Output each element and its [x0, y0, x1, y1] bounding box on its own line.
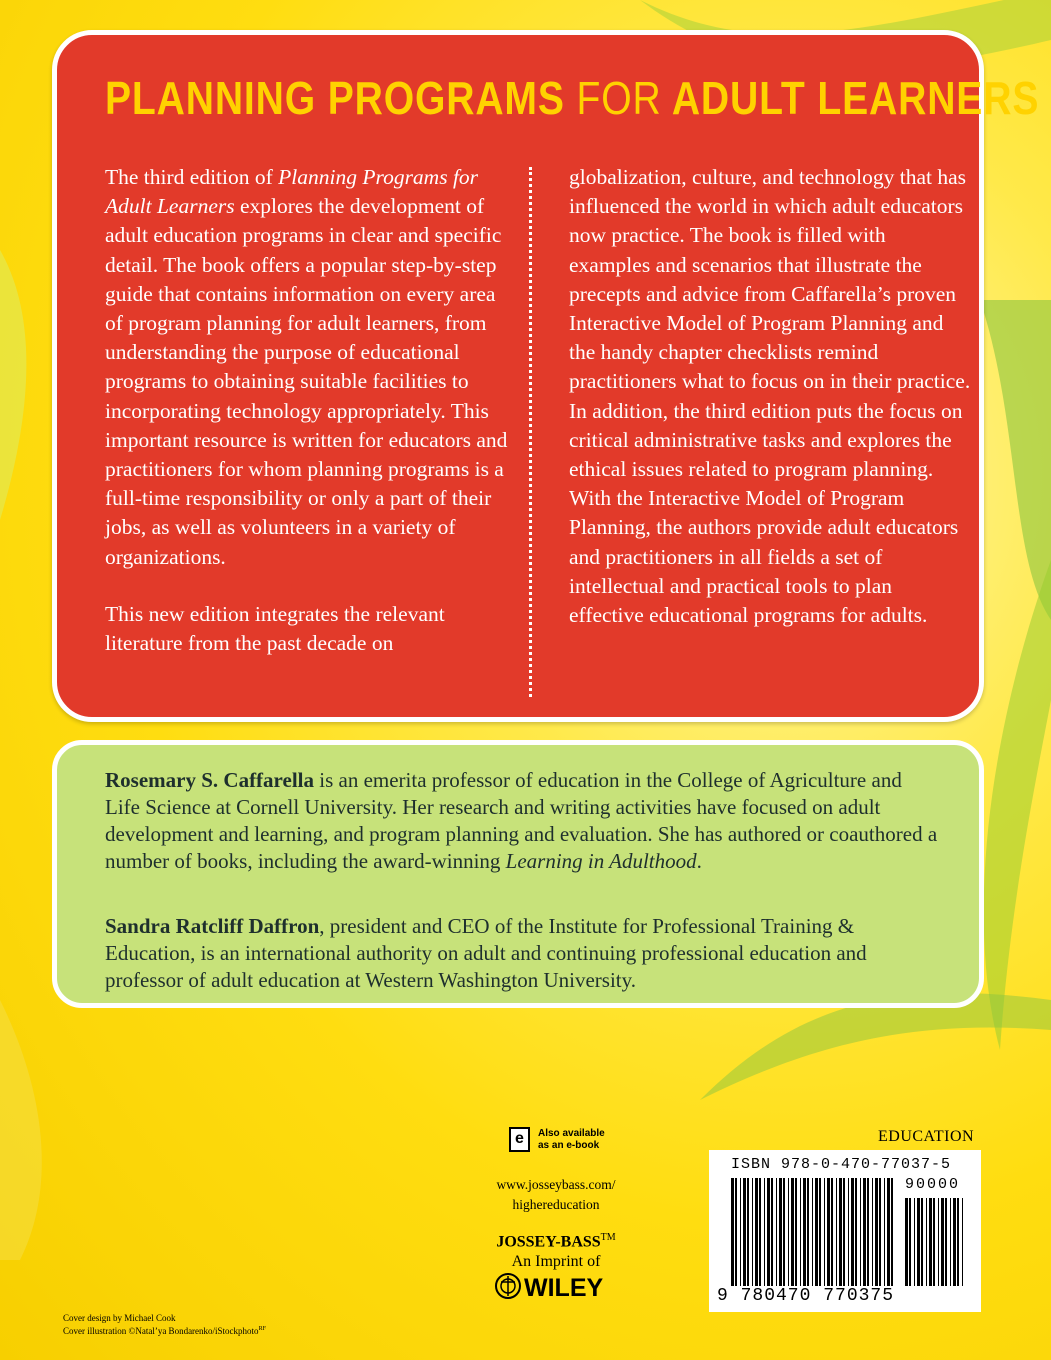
description-paragraph-1: The third edition of Planning Programs for Adult Learners explores the development of adult education programs in clear and specific detail. The book offers a popular step-by-step guide that contains information on every area of program planning for adult learners, from understanding the purpose of educational programs to obtaining suitable facilities to incorporating technology appropriately. This important resource is written for educators and practitioners for whom planning programs is a full-time responsibility or only a part of their jobs, as well as volunteers in a variety of organizations.	[105, 165, 508, 569]
authors-panel	[52, 740, 984, 1008]
barcode-number: 9 780470 770375	[717, 1286, 895, 1306]
description-paragraph-2: This new edition integrates the relevant literature from the past decade on	[105, 601, 445, 656]
column-divider	[529, 167, 532, 697]
title-part-planning-programs: PLANNING PROGRAMS	[105, 72, 565, 124]
wiley-logo	[486, 1268, 626, 1304]
barcode-addon-bars	[905, 1198, 967, 1286]
title-part-for: FOR	[576, 72, 662, 124]
description-right-column	[569, 163, 971, 630]
description-left-column	[105, 163, 515, 658]
page-title	[105, 71, 1040, 125]
description-panel	[52, 30, 1040, 722]
description-paragraph-3: globalization, culture, and technology that has influenced the world in which adult educators now practice. The book is filled with examples and scenarios that illustrate the precepts and advice from Caffarella’s proven Interactive Model of Program Planning and the handy chapter checklists remind practitioners what to focus on in their practice. In addition, the third edition puts the focus on critical administrative tasks and explores the ethical issues related to program planning. With the Interactive Model of Program Planning, the authors provide adult educators and practitioners in all fields a set of intellectual and practical tools to plan effective educational programs for adults.	[569, 165, 971, 628]
publisher-name: JOSSEY-BASS	[496, 1233, 601, 1251]
cover-credits: Cover design by Michael Cook Cover illustration ©Natal’ya Bondarenko/iStockphoto$^{RF}$	[63, 1313, 266, 1336]
category-label: EDUCATION	[878, 1128, 975, 1145]
author-name: Rosemary S. Caffarella	[105, 768, 314, 792]
barcode-bars	[731, 1178, 897, 1286]
author-bio-daffron: Sandra Ratcliff Daffron, president and CEO of the Institute for Professional Training & Education, is an international authority on adult and continuing professional education and professor of adult education at Western Washington University.	[105, 914, 867, 992]
book-title-italic: Planning Programs for Adult Learners	[105, 165, 479, 219]
e-book-icon: e	[509, 1127, 530, 1152]
book-title-italic: Learning in Adulthood	[505, 849, 697, 873]
ebook-availability: Also available as an e-book	[538, 1128, 605, 1151]
title-part-adult-learners: ADULT LEARNERS	[671, 72, 1040, 124]
isbn-number: ISBN 978-0-470-77037-5	[731, 1156, 952, 1173]
publisher-website: www.josseybass.com/ highereducation	[496, 1177, 616, 1212]
author-name: Sandra Ratcliff Daffron	[105, 914, 320, 938]
svg-text:WILEY: WILEY	[524, 1274, 604, 1302]
price-code: 90000	[905, 1176, 961, 1193]
publisher-info: JOSSEY-BASS™ An Imprint of	[496, 1232, 616, 1271]
barcode	[709, 1150, 981, 1312]
author-bio-caffarella: Rosemary S. Caffarella is an emerita professor of education in the College of Agriculture and Life Science at Cornell University. Her research and writing activities have focused on adult development and learning, and program planning and evaluation. She has authored or coauthored a number of books, including the award-winning Learning in Adulthood.	[105, 768, 938, 873]
